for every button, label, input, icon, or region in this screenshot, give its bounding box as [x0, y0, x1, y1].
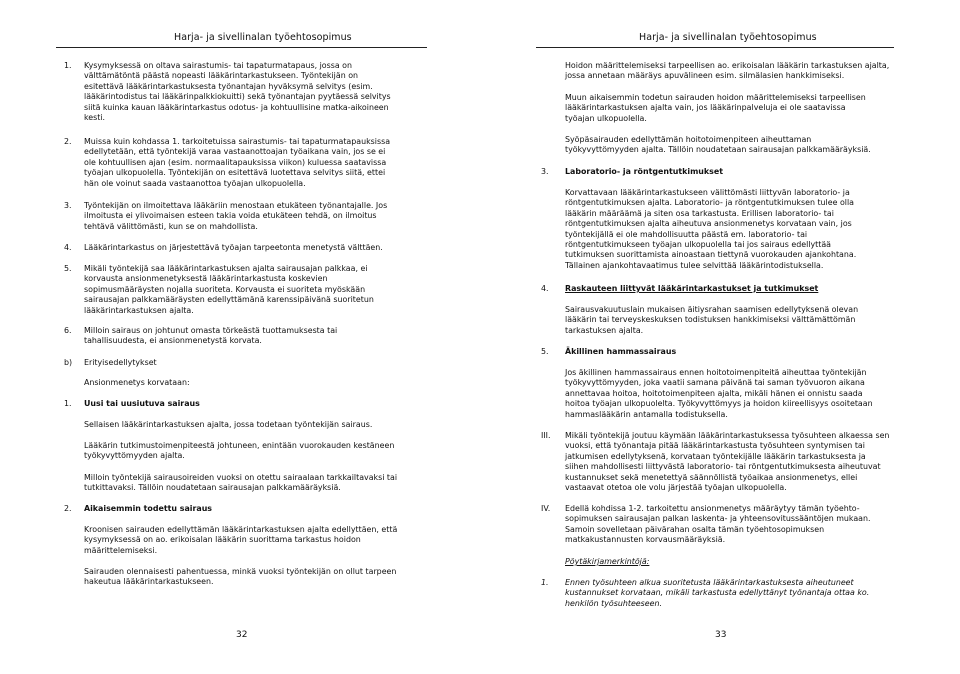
item-number: 3. — [541, 167, 549, 176]
text-line: jatkumisen edellytyksenä, korvataan työntekijälle lääkärin tarkastuksesta ja — [565, 451, 866, 461]
section-title: Raskauteen liittyvät lääkärintarkastukset ja tutkimukset — [565, 284, 819, 293]
text-line: tutkittavaksi. Tällöin noudatetaan sairausajan palkkamääräyksiä. — [84, 483, 341, 493]
text-line: röntgentutkimuksen ajalta. Laboratorio- ja röntgentutkimuksen tulee olla — [565, 198, 855, 208]
text-line: työntekijällä ei ole mahdollisuutta päästä em. laboratorio- tai — [565, 229, 808, 239]
text-line: sairausajan palkkamääräysten edellyttämänä karenssipäivänä suoritetun — [84, 295, 374, 305]
text-line: Milloin sairaus on johtunut omasta törkeästä tuottamuksesta tai — [84, 326, 338, 335]
text-line: lääkärintarkastuksen ajalta. — [84, 305, 194, 315]
text-line: vuoksi, että työnantaja pitää lääkärintarkastusta työsuhteen syntymisen tai — [565, 441, 865, 451]
text-line: tutkimuksen suorittamista ainoastaan tiettynä vuorokauden ajankohtana. — [565, 250, 857, 260]
section-title: Uusi tai uusiutuva sairaus — [84, 399, 200, 408]
text-line: jossa annetaan määräys apuvälineen esim. silmälasien hankkimiseksi. — [565, 71, 845, 81]
item-number: 3. — [64, 201, 72, 210]
text-line: hoitoa työajan ulkopuolelta. Työkyvyttömyys ja hoidon kiireellisyys osoitetaan — [565, 399, 873, 409]
text-line: Muun aikaisemmin todetun sairauden hoidon määrittelemiseksi tarpeellisen — [565, 93, 866, 102]
text-line: Työntekijän on ilmoitettava lääkäriin menostaan etukäteen työnantajalle. Jos — [84, 201, 388, 210]
text-line: röntgentutkimuksen ajalta aiheutuva ansionmenetys korvataan vain, jos — [565, 219, 852, 229]
text-line: Mikäli työntekijä joutuu käymään lääkärintarkastuksessa työsuhteen alkaessa sen — [565, 431, 890, 440]
text-line: röntgentutkimukseen työajan ulkopuolella tai jos sairaus edellyttää — [565, 240, 832, 249]
text-line: korvausta ansionmenetyksestä lääkärintarkastusta koskevien — [84, 274, 328, 284]
page-header: Harja- ja sivellinalan työehtosopimus — [174, 32, 352, 43]
text-line: Sairausvakuutuslain mukaisen äitiysrahan saamisen edellytyksenä olevan — [565, 305, 859, 314]
text-line: Lääkärin tutkimustoimenpiteestä johtuneen, enintään vuorokauden kestäneen — [84, 441, 395, 450]
text-line: Muissa kuin kohdassa 1. tarkoitetuissa sairastumis- tai tapaturmatapauksissa — [84, 137, 391, 146]
item-number: 4. — [541, 284, 549, 293]
text-line: Lääkärintarkastus on järjestettävä työajan tarpeetonta menetystä välttäen. — [84, 243, 383, 252]
text-line: määrittelemiseksi. — [84, 545, 158, 555]
text-line: tahallisuudesta, ei ansionmenetystä korvata. — [84, 336, 262, 346]
notes-title: Pöytäkirjamerkintöjä: — [565, 557, 650, 566]
text-line: Milloin työntekijä sairausoireiden vuoksi on otettu sairaalaan tarkkailtavaksi tai — [84, 473, 398, 482]
section-title: Aikaisemmin todettu sairaus — [84, 504, 213, 513]
text-line: lääkärintarkastuksen ajalta vain, jos lääkärinpalveluja ei ole saatavissa — [565, 103, 846, 113]
text-line: Hoidon määrittelemiseksi tarpeellisen ao. erikoisalan lääkärin tarkastuksen ajalta, — [565, 61, 890, 70]
text-line: työkyvyttömyyden, joka vaatii samana päivänä tai saman työvuoron aikana — [565, 378, 865, 388]
text-line: Samoin sovelletaan päivärahan osalta tämän työehtosopimuksen — [565, 524, 825, 534]
text-line: Sairauden olennaisesti pahentuessa, minkä vuoksi työntekijän on ollut tarpeen — [84, 567, 397, 576]
text-line: siitä kuinka kauan lääkärintarkastus odotus- ja kohtuullisine matka-aikoineen — [84, 102, 389, 112]
item-number: b) — [64, 358, 73, 367]
text-line: Mikäli työntekijä saa lääkärintarkastuksen ajalta sairausajan palkkaa, ei — [84, 264, 368, 273]
text-line: lääkärin määräämä ja siten osa tarkastusta. Erillisen laboratorio- tai — [565, 208, 834, 218]
page-right — [480, 0, 960, 674]
text-line: Edellä kohdissa 1-2. tarkoitettu ansionmenetys määräytyy tämän työehto- — [565, 504, 860, 513]
item-number: 2. — [64, 137, 72, 146]
text-line: kysymyksessä on ao. erikoisalan lääkärin suorittama tarkastus hoidon — [84, 535, 361, 545]
text-line: siihen mahdollisesti liittyvästä laboratorio- tai röntgentutkimuksesta aiheutuvat — [565, 462, 881, 472]
item-number: 1. — [64, 399, 72, 408]
text-line: Kroonisen sairauden edellyttämän lääkärintarkastuksen ajalta edellyttäen, että — [84, 525, 398, 534]
item-number: 1. — [541, 578, 549, 587]
text-line: sopimusmääräysten nojalla suoriteta. Korvausta ei suoriteta myöskään — [84, 284, 366, 294]
text-line: työkyvyttömyyden ajalta. Tällöin noudatetaan sairausajan palkkamääräyksiä. — [565, 145, 871, 155]
text-line: Ennen työsuhteen alkua suoritetusta lääkärintarkastuksesta aiheutuneet — [565, 578, 854, 587]
text-line: Tällainen ajankohtavaatimus tulee selvittää lääkärintodistuksella. — [565, 260, 824, 270]
text-line: vastaavat otetoa ole volu järjestää työajan ulkopuolella. — [565, 483, 787, 492]
text-line: Sellaisen lääkärintarkastuksen ajalta, jossa todetaan työntekijän sairaus. — [84, 420, 373, 429]
text-line: ilmoitusta ei ylivoimaisen esteen takia voida etukäteen tehdä, on ilmoitus — [84, 211, 377, 221]
text-line: kustannukset sekä menetettyä säännöllistä työaikaa ansionmenetys, ellei — [565, 472, 858, 482]
text-line: Kysymyksessä on oltava sairastumis- tai tapaturmatapaus, jossa on — [84, 61, 353, 70]
text-line: kesti. — [84, 113, 106, 122]
text-line: Korvattavaan lääkärintarkastukseen välittömästi liittyvän laboratorio- ja — [565, 188, 850, 197]
item-number: 5. — [541, 347, 549, 356]
text-line: hammaslääkärin antamalla todistuksella. — [565, 409, 728, 419]
text-line: lääkärin tai terveyskeskuksen todistuksen hankkimiseksi välttämättömän — [565, 315, 856, 325]
text-line: tehtävä välittömästi, kun se on mahdollista. — [84, 221, 258, 231]
section-title: Laboratorio- ja röntgentutkimukset — [565, 167, 723, 176]
header-rule — [536, 47, 894, 48]
item-number: 6. — [64, 326, 72, 335]
text-line: työkyvyttömyyden ajalta. — [84, 451, 185, 461]
text-line: Syöpäsairauden edellyttämän hoitotoimenpiteen aiheuttaman — [565, 135, 812, 144]
text-line: annettavaa hoitoa, hoitotoimenpiteen ajalta, mikäli hänen ei onnistu saada — [565, 388, 863, 398]
text-line: sopimuksen sairausajan palkan laskenta- ja yhteensovitussääntöjen mukaan. — [565, 514, 871, 524]
text-line: esitettävä lääkärintarkastuksesta työnantajan hyväksymä selvitys (esim. — [84, 81, 373, 91]
text-line: ole kohtuullisen ajan (esim. normaalitapauksissa viikon) kuluessa saatavissa — [84, 157, 387, 167]
page-header: Harja- ja sivellinalan työehtosopimus — [639, 32, 817, 43]
page-number: 32 — [236, 630, 248, 640]
text-line: hän ole voinut saada vastaanottoa työajan ulkopuolella. — [84, 178, 306, 188]
text-line: työajan ulkopuolella. — [565, 113, 647, 123]
header-rule — [56, 47, 427, 48]
text-line: lääkärintodistus tai lääkärinpalkkiokuitti) sekä työnantajan pyytäessä selvitys — [84, 92, 391, 102]
text-line: hakeutua lääkärintarkastukseen. — [84, 577, 214, 587]
section-title: Äkillinen hammassairaus — [565, 347, 677, 356]
text-line: Erityisedellytykset — [84, 358, 157, 367]
item-number: III. — [541, 431, 551, 440]
text-line: kustannukset korvataan, mikäli tarkastusta edellyttänyt työnantaja ottaa ko. — [565, 588, 870, 598]
text-line: välttämätöntä päästä nopeasti lääkärintarkastukseen. Työntekijän on — [84, 71, 359, 81]
text-line: edellytetään, että työntekijä varaa vastaanottoajan työaikana vain, jos se ei — [84, 147, 386, 157]
page-number: 33 — [715, 630, 727, 640]
intro-text: Ansionmenetys korvataan: — [84, 378, 190, 387]
text-line: matkakustannusten korvausmääräyksiä. — [565, 535, 726, 545]
text-line: henkilön työsuhteeseen. — [565, 598, 662, 608]
text-line: tarkastuksen ajalta. — [565, 325, 644, 335]
text-line: työajan ulkopuolella. Työntekijän on esitettävä luotettava selvitys siitä, ettei — [84, 168, 386, 178]
item-number: 2. — [64, 504, 72, 513]
item-number: 4. — [64, 243, 72, 252]
item-number: IV. — [541, 504, 551, 513]
text-line: Jos äkillinen hammassairaus ennen hoitotoimenpiteitä aiheuttaa työntekijän — [565, 368, 867, 377]
item-number: 5. — [64, 264, 72, 273]
item-number: 1. — [64, 61, 72, 70]
